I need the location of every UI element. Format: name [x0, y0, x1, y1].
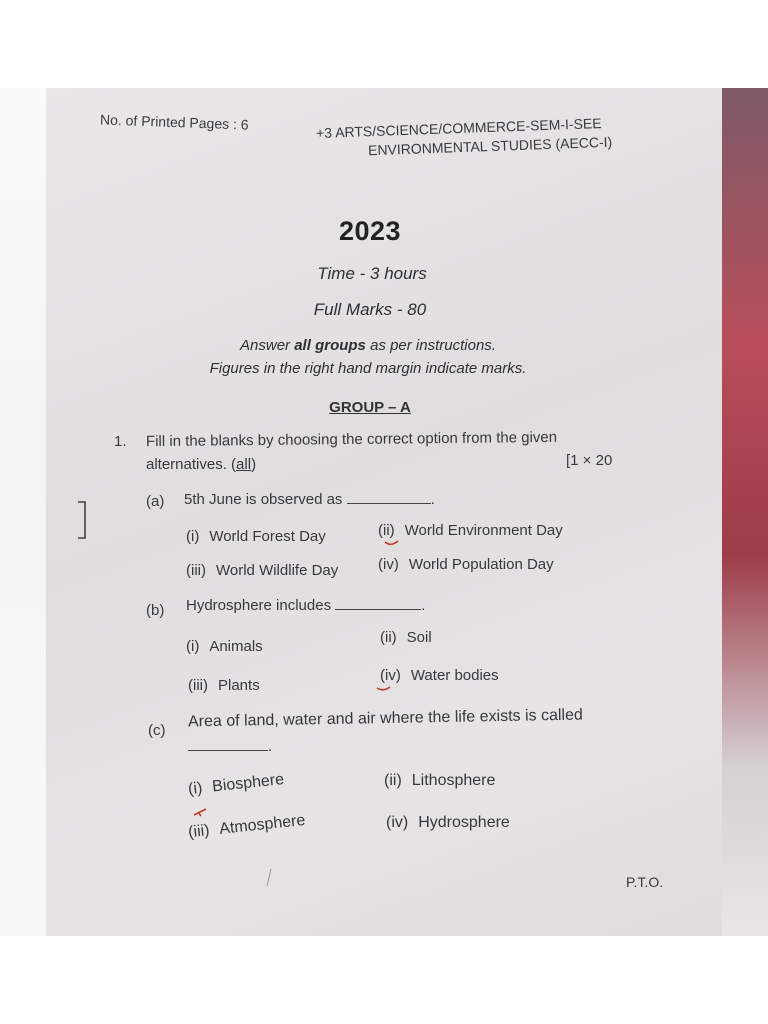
pen-tick-mark — [384, 539, 400, 547]
part-a-stem-line — [184, 491, 435, 508]
printed-pages-label: No. of Printed Pages : 6 — [99, 111, 249, 133]
part-b-option-1 — [186, 638, 263, 655]
option-text: World Forest Day — [209, 528, 326, 545]
part-b-label: (b) — [146, 602, 165, 619]
part-a-option-2 — [378, 522, 563, 539]
question-number: 1. — [114, 433, 127, 450]
part-c-label: (c) — [148, 722, 166, 739]
option-number: (iv) — [386, 814, 409, 831]
part-b-option-4 — [380, 667, 499, 684]
exam-year: 2023 — [338, 216, 402, 246]
left-edge-strip — [0, 88, 46, 936]
right-edge-strip — [722, 88, 768, 936]
instruction-line-2: Figures in the right hand margin indicate marks. — [209, 360, 527, 377]
part-b-option-2 — [380, 629, 432, 646]
option-text: Plants — [218, 677, 260, 694]
option-text: World Population Day — [408, 556, 554, 573]
instruction-line-1 — [240, 337, 496, 354]
option-number: (i) — [186, 638, 200, 655]
part-c-end: . — [268, 738, 273, 755]
exam-time: Time - 3 hours — [317, 264, 427, 283]
part-a-option-3 — [186, 562, 338, 579]
option-number: (ii) — [380, 629, 397, 646]
part-a-blank — [347, 503, 431, 504]
part-b-stem-line — [186, 597, 425, 614]
part-c-blank — [188, 740, 268, 751]
option-number: (i) — [186, 528, 200, 545]
option-text: Water bodies — [410, 667, 499, 684]
group-a-heading: GROUP – A — [329, 399, 411, 416]
option-number: (ii) — [378, 522, 395, 539]
pto-label: P.T.O. — [626, 874, 664, 890]
part-c-option-1 — [187, 771, 285, 799]
instruction-bold: all groups — [294, 337, 366, 354]
option-number: (iv) — [378, 556, 399, 573]
option-text: World Wildlife Day — [216, 562, 339, 579]
option-number: (iii) — [186, 562, 206, 579]
pen-tick-mark — [376, 685, 392, 693]
part-b-stem: Hydrosphere includes — [186, 597, 332, 614]
part-a-stem: 5th June is observed as — [184, 491, 343, 508]
part-c-option-4 — [386, 814, 510, 832]
option-text: Animals — [209, 638, 263, 655]
option-number: (iii) — [187, 821, 211, 842]
instruction-pre: Answer — [240, 337, 295, 354]
option-text: Soil — [406, 629, 432, 646]
stray-pen-mark — [264, 868, 274, 888]
option-text: Lithosphere — [411, 772, 496, 789]
part-b-end: . — [421, 597, 426, 614]
option-number: (iv) — [380, 667, 401, 684]
pen-tick-mark — [192, 806, 210, 818]
full-marks: Full Marks - 80 — [313, 300, 427, 319]
instruction-post: as per instructions. — [365, 337, 496, 354]
option-text: Hydrosphere — [418, 814, 510, 831]
part-a-option-4 — [378, 556, 554, 573]
course-line: +3 ARTS/SCIENCE/COMMERCE-SEM-I-SEE — [315, 115, 602, 141]
part-b-option-3 — [188, 677, 260, 694]
exam-paper-sheet — [46, 88, 722, 936]
part-a-option-1 — [186, 528, 326, 545]
question-text-line1: Fill in the blanks by choosing the correct option from the given — [145, 428, 558, 451]
option-number: (i) — [187, 779, 204, 798]
question-text-line2 — [146, 456, 256, 473]
margin-bracket-mark — [74, 500, 90, 542]
option-text: World Environment Day — [404, 522, 563, 539]
part-a-end: . — [430, 491, 435, 508]
option-text: Biosphere — [211, 771, 285, 796]
question-text-underlined: all — [236, 456, 252, 473]
subject-line: ENVIRONMENTAL STUDIES (AECC-I) — [367, 133, 613, 159]
part-a-label: (a) — [146, 493, 165, 510]
part-c-option-2 — [384, 772, 495, 790]
option-number: (iii) — [188, 677, 208, 694]
option-text: Atmosphere — [218, 811, 307, 838]
question-marks: [1 × 20 — [566, 452, 613, 469]
part-c-blank-line — [188, 738, 272, 755]
option-number: (ii) — [384, 772, 402, 789]
question-text-post: ) — [251, 456, 257, 473]
part-c-stem: Area of land, water and air where the life exists is called — [187, 706, 583, 731]
question-text-pre: alternatives. ( — [146, 456, 237, 473]
part-b-blank — [335, 609, 421, 610]
